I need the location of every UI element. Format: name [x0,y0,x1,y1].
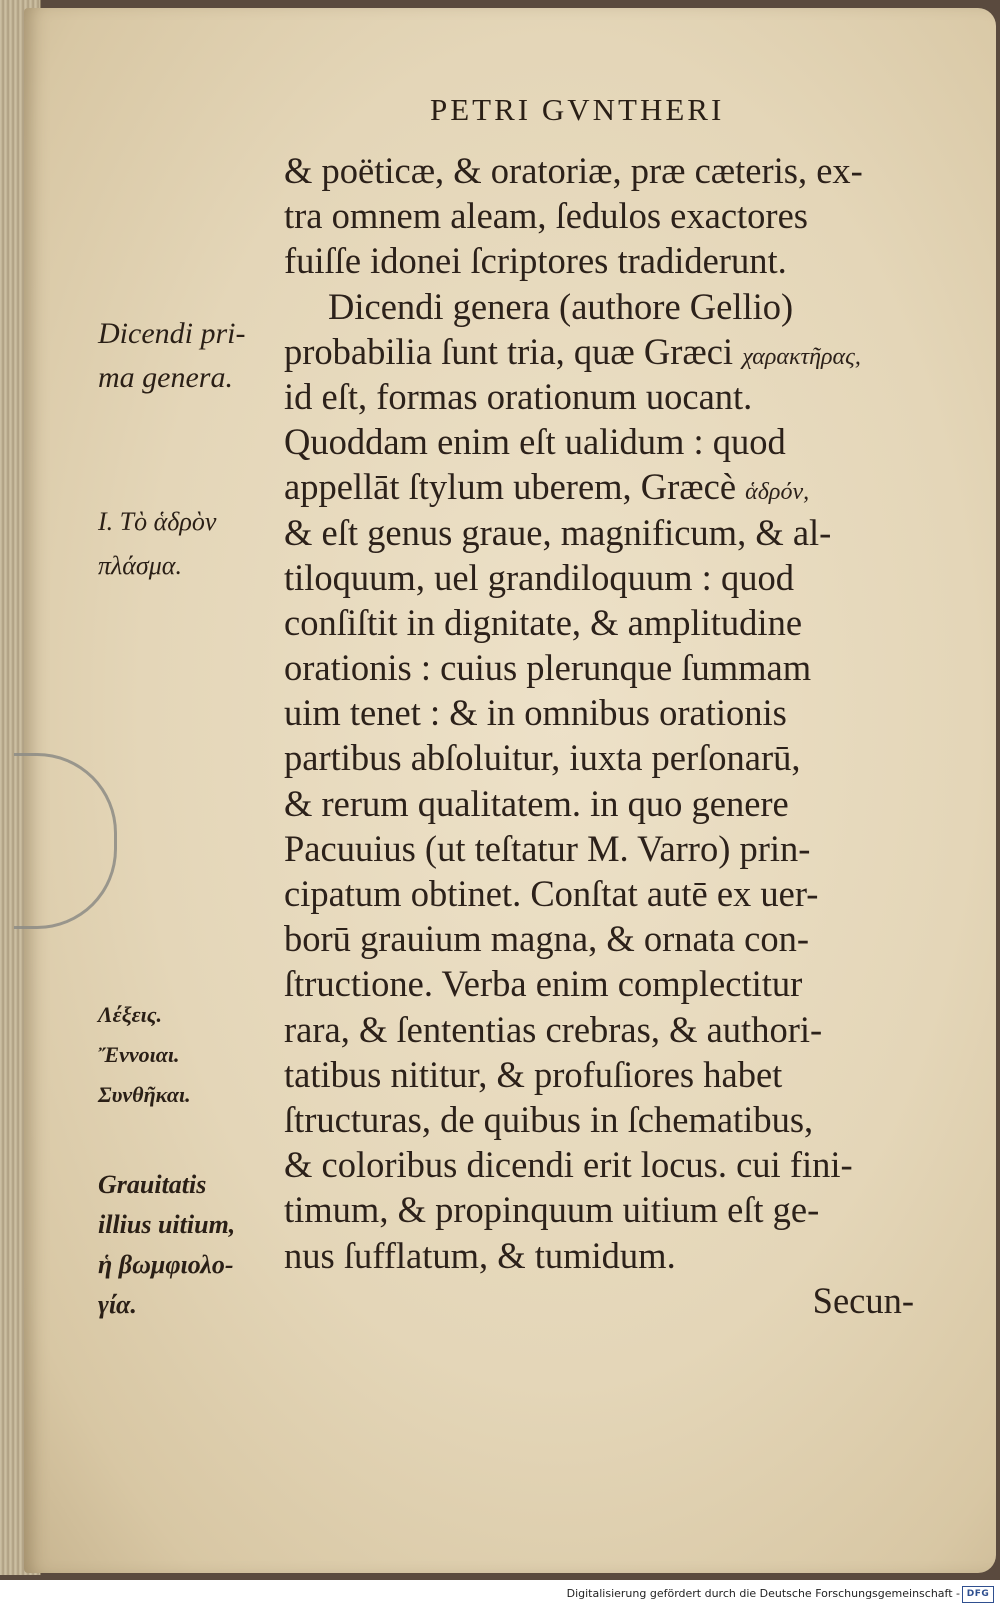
margin-note-line: I. Τὸ ἁδρὸν [98,507,217,536]
margin-note-grauitatis [98,1165,235,1325]
greek-word: ἁδρόν, [745,479,810,506]
text-line: tatibus nititur, & profuſiores habet [284,1053,783,1095]
text-line: & rerum qualitatem. in quo genere [284,782,789,824]
greek-word: χαρακτῆρας, [742,343,861,370]
dfg-logo-icon: DFG [962,1586,994,1603]
margin-note-adron-plasma [98,500,216,588]
digitization-footer [0,1580,1000,1610]
text-line: timum, & propinquum uitium eſt ge- [284,1189,820,1231]
text-line: id eſt, formas orationum uocant. [284,375,753,417]
text-line: Quoddam enim eſt ualidum : quod [284,421,786,463]
text-line: orationis : cuius plerunque ſummam [284,647,812,689]
margin-note-line: ἡ βωμφιολο- [98,1250,234,1279]
text-line: & eſt genus graue, magnificum, & al- [284,511,832,553]
text-run: probabilia ſunt tria, quæ Græci [284,330,734,372]
text-line: cipatum obtinet. Conſtat autē ex uer- [284,873,819,914]
text-line: uim tenet : & in omnibus orationis [284,692,787,734]
text-line [284,464,934,509]
text-line: Pacuuius (ut teſtatur M. Varro) prin- [284,827,811,869]
text-line: nus ſufflatum, & tumidum. [284,1234,676,1276]
margin-note-line: illius uitium, [98,1210,236,1239]
margin-note-line: ma genera. [98,361,233,394]
text-line: borū grauium magna, & ornata con- [284,918,810,960]
main-text-block [284,148,934,1323]
text-line: & coloribus dicendi erit locus. cui fini- [284,1144,853,1186]
text-line: Dicendi genera (authore Gellio) [328,285,794,327]
margin-note-line: Λέξεις. [98,1002,163,1027]
text-line: conſiſtit in dignitate, & amplitudine [284,601,803,643]
margin-note-line: Grauitatis [98,1170,207,1199]
text-line: ſtructione. Verba enim complectitur [284,963,803,1005]
text-line: ſtructuras, de quibus in ſchematibus, [284,1098,814,1140]
margin-note-greek-terms [98,995,191,1115]
margin-note-line: γία. [98,1290,137,1319]
text-line: partibus abſoluitur, iuxta perſonarū, [284,737,801,779]
text-run: appellāt ſtylum uberem, Græcè [284,466,737,508]
margin-note-line: Ἔννοιαι. [98,1042,180,1067]
text-line: & poëticæ, & oratoriæ, præ cæteris, ex- [284,150,863,191]
text-line: tiloquum, uel grandiloquum : quod [284,556,794,598]
text-line [284,329,934,374]
running-title: PETRI GVNTHERI [430,92,725,127]
text-line: tra omnem aleam, ſedulos exactores [284,195,808,237]
funding-credit: Digitalisierung gefördert durch die Deutsche Forschungsgemeinschaft - [566,1587,960,1600]
text-line: fuiſſe idonei ſcriptores tradiderunt. [284,240,787,282]
catchword: Secun- [812,1279,914,1321]
margin-note-dicendi-genera [98,312,245,400]
margin-note-line: πλάσμα. [98,551,182,580]
margin-note-line: Συνθῆκαι. [98,1082,191,1107]
text-line: rara, & ſententias crebras, & authori- [284,1008,823,1050]
paper-clip [14,753,117,929]
margin-note-line: Dicendi pri- [98,317,246,350]
